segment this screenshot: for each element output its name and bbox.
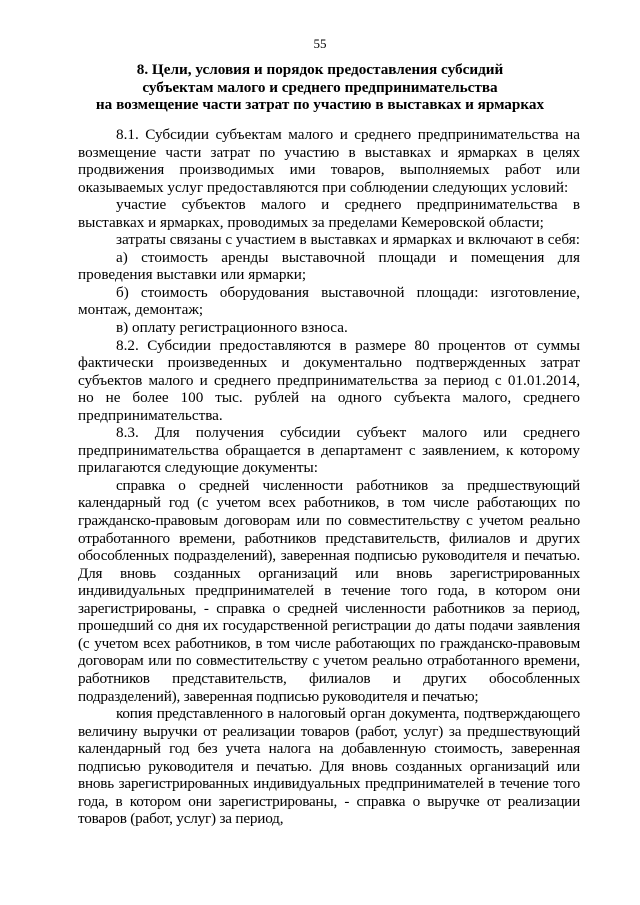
heading-line: на возмещение части затрат по участию в выставках и ярмарках — [95, 96, 545, 113]
section-body — [78, 126, 580, 828]
condition-paragraph: участие субъектов малого и среднего предпринимательства в выставках и ярмарках, проводимых за пределами Кемеровской области; — [78, 196, 580, 231]
section-heading — [40, 61, 600, 114]
document-item-revenue: копия представленного в налоговый орган документа, подтверждающего величину выручки от реализации товаров (работ, услуг) за предшествующий календарный год без учета налога на добавленную стоимость, заверенная подписью руководителя и печатью. Для вновь созданных организаций или вновь зарегистрированных индивидуальных предпринимателей в течение того года, в котором они зарегистрированы, - справка о выручке от реализации товаров (работ, услуг) за период, — [78, 705, 580, 828]
cost-item-c: в) оплату регистрационного взноса. — [116, 319, 348, 337]
cost-item-a: а) стоимость аренды выставочной площади и помещения для проведения выставки или ярмарки; — [78, 248, 580, 284]
paragraph-8-2: 8.2. Субсидии предоставляются в размере 80 процентов от суммы фактически произведенных и документально подтвержденных затрат субъектов малого и среднего предпринимательства за период с 01.01.2014, но не более 100 тыс. рублей на одного субъекта малого, среднего предпринимательства. — [78, 336, 580, 424]
page-number: 55 — [313, 36, 327, 51]
heading-line: субъектам малого и среднего предпринимательства — [142, 78, 498, 96]
heading-line: 8. Цели, условия и порядок предоставления субсидий — [136, 61, 504, 78]
condition-paragraph: затраты связаны с участием в выставках и ярмарках и включают в себя: — [116, 231, 580, 249]
document-item-headcount: справка о средней численности работников за предшествующий календарный год (с учетом всех работников, в том числе работающих по гражданско-правовым договорам или по совместительству с учетом реально отработанного времени, работников представительств, филиалов и других обособленных подразделений), заверенная подписью руководителя и печатью. Для вновь созданных организаций или вновь зарегистрированных индивидуальных предпринимателей в течение того года, в котором они зарегистрированы, - справка о средней численности работников за период, прошедший со дня их государственной регистрации до даты подачи заявления (с учетом всех работников, в том числе работающих по гражданско-правовым договорам или по совместительству с учетом реально отработанного времени, работников представительств, филиалов и других обособленных подразделений), заверенная подписью руководителя и печатью; — [78, 476, 580, 705]
paragraph-8-3: 8.3. Для получения субсидии субъект малого или среднего предпринимательства обращается в департамент с заявлением, к которому прилагаются следующие документы: — [78, 424, 580, 477]
paragraph-8-1: 8.1. Субсидии субъектам малого и среднего предпринимательства на возмещение части затрат по участию в выставках и ярмарках в целях продвижения производимых ими товаров, выполняемых работ или оказываемых услуг предоставляются при соблюдении следующих условий: — [78, 126, 580, 196]
cost-item-b: б) стоимость оборудования выставочной площади: изготовление, монтаж, демонтаж; — [78, 283, 580, 319]
